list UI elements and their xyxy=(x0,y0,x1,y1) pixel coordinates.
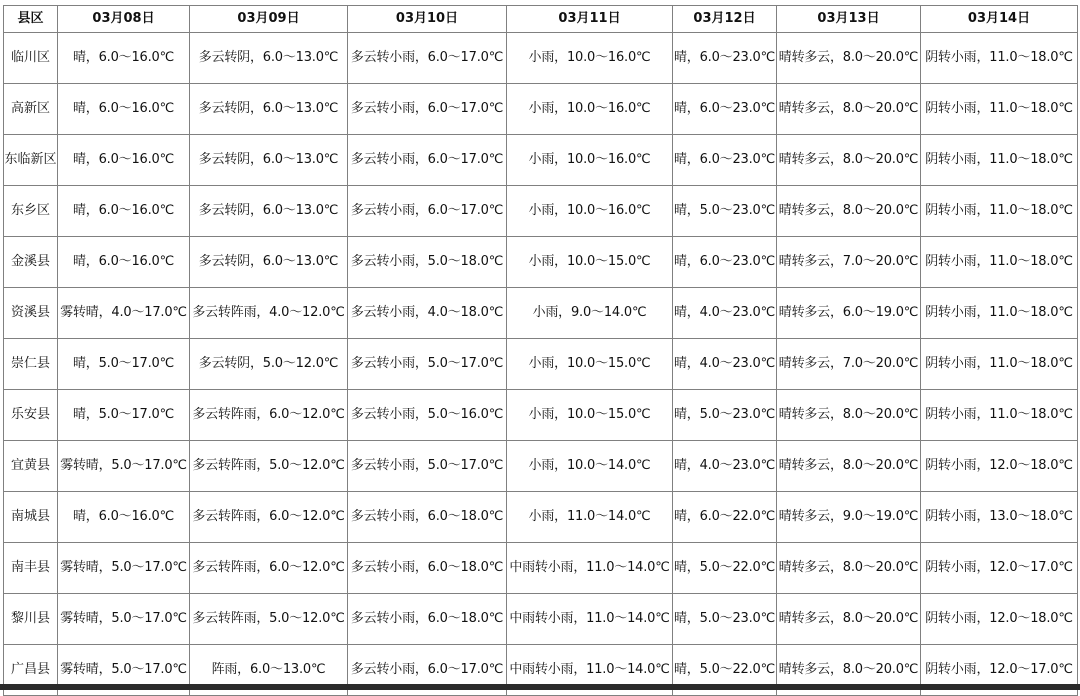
header-date: 03月14日 xyxy=(921,6,1078,33)
forecast-cell: 晴转多云，8.0～20.0℃ xyxy=(777,84,921,135)
header-date: 03月13日 xyxy=(777,6,921,33)
forecast-cell: 晴，5.0～22.0℃ xyxy=(673,645,777,696)
table-body xyxy=(4,33,1078,696)
forecast-cell: 中雨转小雨，11.0～14.0℃ xyxy=(507,594,673,645)
forecast-cell: 晴，6.0～16.0℃ xyxy=(58,237,190,288)
forecast-cell: 多云转阴，6.0～13.0℃ xyxy=(190,33,348,84)
county-cell: 南城县 xyxy=(4,492,58,543)
forecast-cell: 小雨，10.0～15.0℃ xyxy=(507,390,673,441)
county-cell: 宜黄县 xyxy=(4,441,58,492)
forecast-cell: 晴，6.0～23.0℃ xyxy=(673,84,777,135)
forecast-cell: 多云转小雨，5.0～17.0℃ xyxy=(348,339,507,390)
forecast-cell: 晴转多云，6.0～19.0℃ xyxy=(777,288,921,339)
forecast-cell: 阴转小雨，11.0～18.0℃ xyxy=(921,339,1078,390)
forecast-cell: 小雨，9.0～14.0℃ xyxy=(507,288,673,339)
table-row xyxy=(4,543,1078,594)
forecast-cell: 多云转小雨，6.0～18.0℃ xyxy=(348,543,507,594)
forecast-cell: 晴转多云，8.0～20.0℃ xyxy=(777,390,921,441)
forecast-cell: 多云转小雨，5.0～16.0℃ xyxy=(348,390,507,441)
forecast-cell: 晴，6.0～16.0℃ xyxy=(58,492,190,543)
forecast-cell: 晴，5.0～23.0℃ xyxy=(673,186,777,237)
forecast-cell: 晴，6.0～16.0℃ xyxy=(58,33,190,84)
forecast-cell: 晴，5.0～17.0℃ xyxy=(58,390,190,441)
forecast-cell: 多云转小雨，6.0～17.0℃ xyxy=(348,84,507,135)
header-date: 03月09日 xyxy=(190,6,348,33)
forecast-cell: 阴转小雨，11.0～18.0℃ xyxy=(921,390,1078,441)
header-date: 03月12日 xyxy=(673,6,777,33)
county-cell: 高新区 xyxy=(4,84,58,135)
forecast-cell: 晴，4.0～23.0℃ xyxy=(673,339,777,390)
forecast-cell: 阴转小雨，11.0～18.0℃ xyxy=(921,135,1078,186)
table-row xyxy=(4,135,1078,186)
forecast-cell: 多云转小雨，6.0～17.0℃ xyxy=(348,645,507,696)
forecast-cell: 晴，6.0～16.0℃ xyxy=(58,135,190,186)
forecast-cell: 晴，6.0～23.0℃ xyxy=(673,33,777,84)
forecast-cell: 多云转阵雨，6.0～12.0℃ xyxy=(190,543,348,594)
forecast-cell: 小雨，10.0～16.0℃ xyxy=(507,186,673,237)
county-cell: 东乡区 xyxy=(4,186,58,237)
forecast-cell: 阴转小雨，12.0～17.0℃ xyxy=(921,543,1078,594)
forecast-cell: 晴转多云，8.0～20.0℃ xyxy=(777,135,921,186)
forecast-cell: 雾转晴，5.0～17.0℃ xyxy=(58,543,190,594)
forecast-cell: 小雨，10.0～16.0℃ xyxy=(507,84,673,135)
forecast-cell: 阴转小雨，11.0～18.0℃ xyxy=(921,288,1078,339)
forecast-cell: 晴，6.0～23.0℃ xyxy=(673,237,777,288)
table-row xyxy=(4,33,1078,84)
forecast-cell: 多云转阵雨，6.0～12.0℃ xyxy=(190,390,348,441)
county-cell: 南丰县 xyxy=(4,543,58,594)
forecast-cell: 小雨，10.0～14.0℃ xyxy=(507,441,673,492)
forecast-cell: 多云转小雨，6.0～17.0℃ xyxy=(348,135,507,186)
forecast-cell: 晴转多云，8.0～20.0℃ xyxy=(777,645,921,696)
forecast-cell: 晴，6.0～16.0℃ xyxy=(58,186,190,237)
forecast-cell: 晴转多云，9.0～19.0℃ xyxy=(777,492,921,543)
table-row xyxy=(4,390,1078,441)
forecast-cell: 阴转小雨，12.0～18.0℃ xyxy=(921,594,1078,645)
forecast-cell: 多云转阵雨，6.0～12.0℃ xyxy=(190,492,348,543)
forecast-cell: 小雨，10.0～16.0℃ xyxy=(507,33,673,84)
forecast-cell: 阴转小雨，12.0～18.0℃ xyxy=(921,441,1078,492)
forecast-cell: 晴，6.0～22.0℃ xyxy=(673,492,777,543)
forecast-cell: 多云转阴，6.0～13.0℃ xyxy=(190,237,348,288)
county-cell: 崇仁县 xyxy=(4,339,58,390)
forecast-cell: 中雨转小雨，11.0～14.0℃ xyxy=(507,543,673,594)
table-row xyxy=(4,594,1078,645)
window-bottom-bar xyxy=(0,684,1080,690)
forecast-table xyxy=(3,5,1078,696)
forecast-cell: 多云转小雨，6.0～18.0℃ xyxy=(348,594,507,645)
table-row xyxy=(4,288,1078,339)
forecast-cell: 小雨，11.0～14.0℃ xyxy=(507,492,673,543)
forecast-cell: 雾转晴，4.0～17.0℃ xyxy=(58,288,190,339)
forecast-cell: 阴转小雨，11.0～18.0℃ xyxy=(921,237,1078,288)
forecast-cell: 晴转多云，8.0～20.0℃ xyxy=(777,543,921,594)
forecast-cell: 晴，5.0～23.0℃ xyxy=(673,390,777,441)
county-cell: 资溪县 xyxy=(4,288,58,339)
forecast-cell: 阵雨，6.0～13.0℃ xyxy=(190,645,348,696)
forecast-cell: 多云转阴，6.0～13.0℃ xyxy=(190,84,348,135)
county-cell: 金溪县 xyxy=(4,237,58,288)
county-cell: 临川区 xyxy=(4,33,58,84)
forecast-cell: 小雨，10.0～15.0℃ xyxy=(507,237,673,288)
forecast-cell: 晴，5.0～22.0℃ xyxy=(673,543,777,594)
forecast-cell: 多云转小雨，6.0～17.0℃ xyxy=(348,186,507,237)
forecast-cell: 阴转小雨，12.0～17.0℃ xyxy=(921,645,1078,696)
forecast-cell: 雾转晴，5.0～17.0℃ xyxy=(58,645,190,696)
forecast-cell: 多云转小雨，5.0～18.0℃ xyxy=(348,237,507,288)
forecast-cell: 多云转小雨，4.0～18.0℃ xyxy=(348,288,507,339)
header-row xyxy=(4,6,1078,33)
forecast-cell: 中雨转小雨，11.0～14.0℃ xyxy=(507,645,673,696)
forecast-cell: 晴，6.0～23.0℃ xyxy=(673,135,777,186)
forecast-cell: 多云转阴，6.0～13.0℃ xyxy=(190,186,348,237)
forecast-cell: 多云转小雨，5.0～17.0℃ xyxy=(348,441,507,492)
forecast-cell: 雾转晴，5.0～17.0℃ xyxy=(58,594,190,645)
forecast-cell: 多云转小雨，6.0～18.0℃ xyxy=(348,492,507,543)
forecast-cell: 阴转小雨，11.0～18.0℃ xyxy=(921,186,1078,237)
county-cell: 广昌县 xyxy=(4,645,58,696)
header-date: 03月11日 xyxy=(507,6,673,33)
forecast-cell: 晴转多云，8.0～20.0℃ xyxy=(777,594,921,645)
table-row xyxy=(4,237,1078,288)
header-county: 县区 xyxy=(4,6,58,33)
forecast-cell: 阴转小雨，13.0～18.0℃ xyxy=(921,492,1078,543)
table-row xyxy=(4,492,1078,543)
forecast-cell: 多云转阴，6.0～13.0℃ xyxy=(190,135,348,186)
header-date: 03月10日 xyxy=(348,6,507,33)
forecast-cell: 晴转多云，7.0～20.0℃ xyxy=(777,339,921,390)
forecast-cell: 晴转多云，8.0～20.0℃ xyxy=(777,33,921,84)
table-row xyxy=(4,339,1078,390)
county-cell: 东临新区 xyxy=(4,135,58,186)
forecast-cell: 多云转阴，5.0～12.0℃ xyxy=(190,339,348,390)
forecast-cell: 雾转晴，5.0～17.0℃ xyxy=(58,441,190,492)
forecast-cell: 晴转多云，7.0～20.0℃ xyxy=(777,237,921,288)
county-cell: 乐安县 xyxy=(4,390,58,441)
table-row xyxy=(4,186,1078,237)
forecast-cell: 晴，5.0～23.0℃ xyxy=(673,594,777,645)
forecast-cell: 小雨，10.0～15.0℃ xyxy=(507,339,673,390)
header-date: 03月08日 xyxy=(58,6,190,33)
forecast-cell: 多云转小雨，6.0～17.0℃ xyxy=(348,33,507,84)
forecast-cell: 晴，6.0～16.0℃ xyxy=(58,84,190,135)
forecast-cell: 晴转多云，8.0～20.0℃ xyxy=(777,186,921,237)
forecast-cell: 晴，4.0～23.0℃ xyxy=(673,288,777,339)
forecast-cell: 晴，4.0～23.0℃ xyxy=(673,441,777,492)
forecast-cell: 小雨，10.0～16.0℃ xyxy=(507,135,673,186)
forecast-cell: 多云转阵雨，5.0～12.0℃ xyxy=(190,441,348,492)
forecast-cell: 晴，5.0～17.0℃ xyxy=(58,339,190,390)
table-row xyxy=(4,441,1078,492)
forecast-cell: 阴转小雨，11.0～18.0℃ xyxy=(921,33,1078,84)
forecast-cell: 多云转阵雨，4.0～12.0℃ xyxy=(190,288,348,339)
forecast-cell: 阴转小雨，11.0～18.0℃ xyxy=(921,84,1078,135)
county-cell: 黎川县 xyxy=(4,594,58,645)
forecast-cell: 多云转阵雨，5.0～12.0℃ xyxy=(190,594,348,645)
table-row xyxy=(4,84,1078,135)
forecast-cell: 晴转多云，8.0～20.0℃ xyxy=(777,441,921,492)
